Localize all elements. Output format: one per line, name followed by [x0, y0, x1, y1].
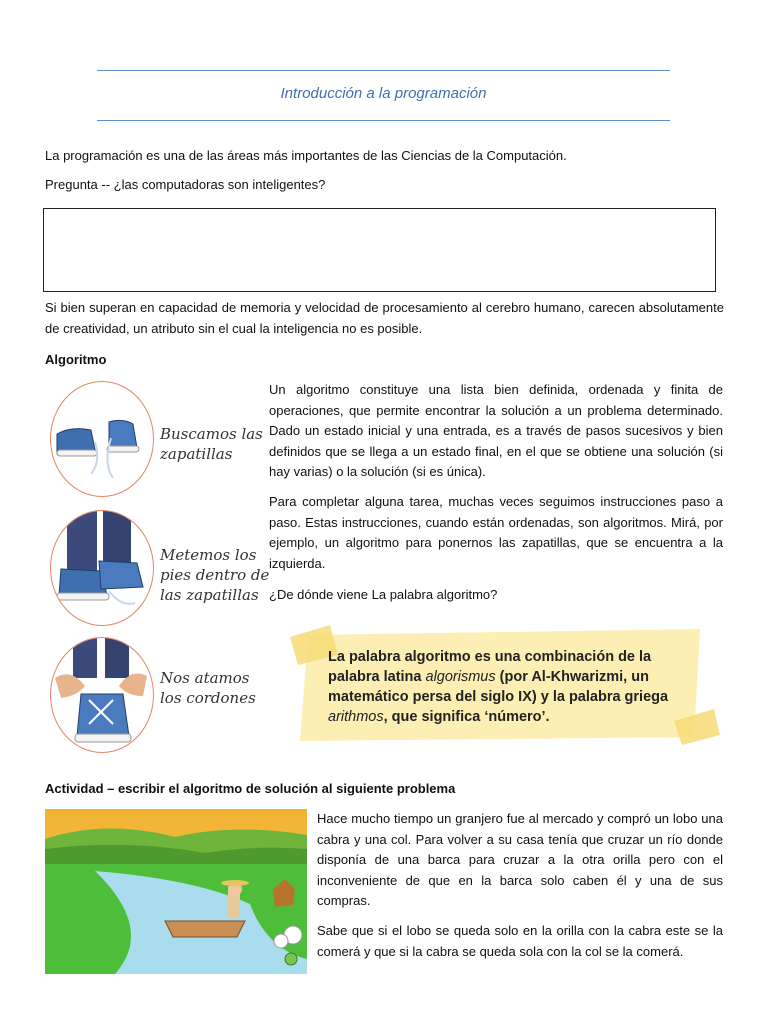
step-3-line-1: Nos atamos — [160, 669, 250, 687]
step-3-illustration — [50, 637, 154, 753]
bottom-rule — [97, 120, 670, 121]
note-latin: algorismus — [425, 669, 496, 685]
top-rule — [97, 70, 670, 71]
algoritmo-heading: Algoritmo — [45, 352, 107, 367]
note-text-2: es una combinación de la palabra latina — [328, 649, 652, 685]
question-text: Pregunta -- ¿las computadoras son inteligentes? — [45, 177, 326, 192]
step-2-line-3: las zapatillas — [160, 586, 259, 604]
step-3-caption — [160, 668, 256, 708]
origin-question: ¿De dónde viene La palabra algoritmo? — [269, 587, 498, 602]
note-greek: arithmos — [328, 709, 384, 725]
step-2-illustration — [50, 510, 154, 626]
etymology-note — [290, 625, 720, 745]
problem-paragraph: Hace mucho tiempo un granjero fue al mercado y compró un lobo una cabra y una col. Para volver a su casa tenía que cruzar un río donde disponía de una barca para cruzar a la otra orilla pero con el inconveniente de que en la barca solo caben él y una de sus compras. — [317, 811, 723, 908]
actividad-heading: Actividad – escribir el algoritmo de solución al siguiente problema — [45, 781, 456, 796]
intro-paragraph: La programación es una de las áreas más importantes de las Ciencias de la Computación. — [45, 148, 567, 163]
step-1-line-1: Buscamos las — [160, 425, 263, 443]
etymology-text — [328, 647, 688, 727]
note-word: algoritmo — [404, 649, 471, 665]
step-1-caption — [160, 424, 263, 464]
step-2-line-2: pies dentro de — [160, 566, 270, 584]
note-text-4: , que significa ‘número’. — [383, 709, 550, 725]
page-title: Introducción a la programación — [280, 85, 487, 102]
answer-box[interactable] — [43, 208, 716, 292]
rule-paragraph: Sabe que si el lobo se queda solo en la orilla con la cabra este se la comerá y que si la cabra se queda sola con la col se la comerá. — [317, 923, 723, 959]
note-text-1: La palabra — [328, 649, 405, 665]
algoritmo-definition: Un algoritmo constituye una lista bien definida, ordenada y finita de operaciones, que permite encontrar la solución a un problema determinado. Dado un estado inicial y una entrada, es a través de pasos sucesivos y bien definidos que se llega a un estado final, en el que se obtiene una solución (si hay varias) o la solución (si es única). — [269, 382, 723, 479]
step-2-caption — [160, 545, 269, 605]
step-1-line-2: zapatillas — [160, 445, 233, 463]
creativity-paragraph: Si bien superan en capacidad de memoria y velocidad de procesamiento al cerebro humano, carecen absolutamente de creatividad, un atributo sin el cual la inteligencia no es posible. — [45, 300, 724, 336]
note-text-3: (por Al-Khwarizmi, un matemático persa del siglo IX) y la palabra griega — [328, 669, 669, 705]
step-1-illustration — [50, 381, 154, 497]
algoritmo-example: Para completar alguna tarea, muchas veces seguimos instrucciones paso a paso. Estas instrucciones, cuando están ordenadas, son algoritmos. Mirá, por ejemplo, un algoritmo para ponernos las zapatillas, que se encuentra a la izquierda. — [269, 494, 723, 571]
river-crossing-illustration — [45, 809, 307, 974]
step-2-line-1: Metemos los — [160, 546, 257, 564]
step-3-line-2: los cordones — [160, 689, 256, 707]
